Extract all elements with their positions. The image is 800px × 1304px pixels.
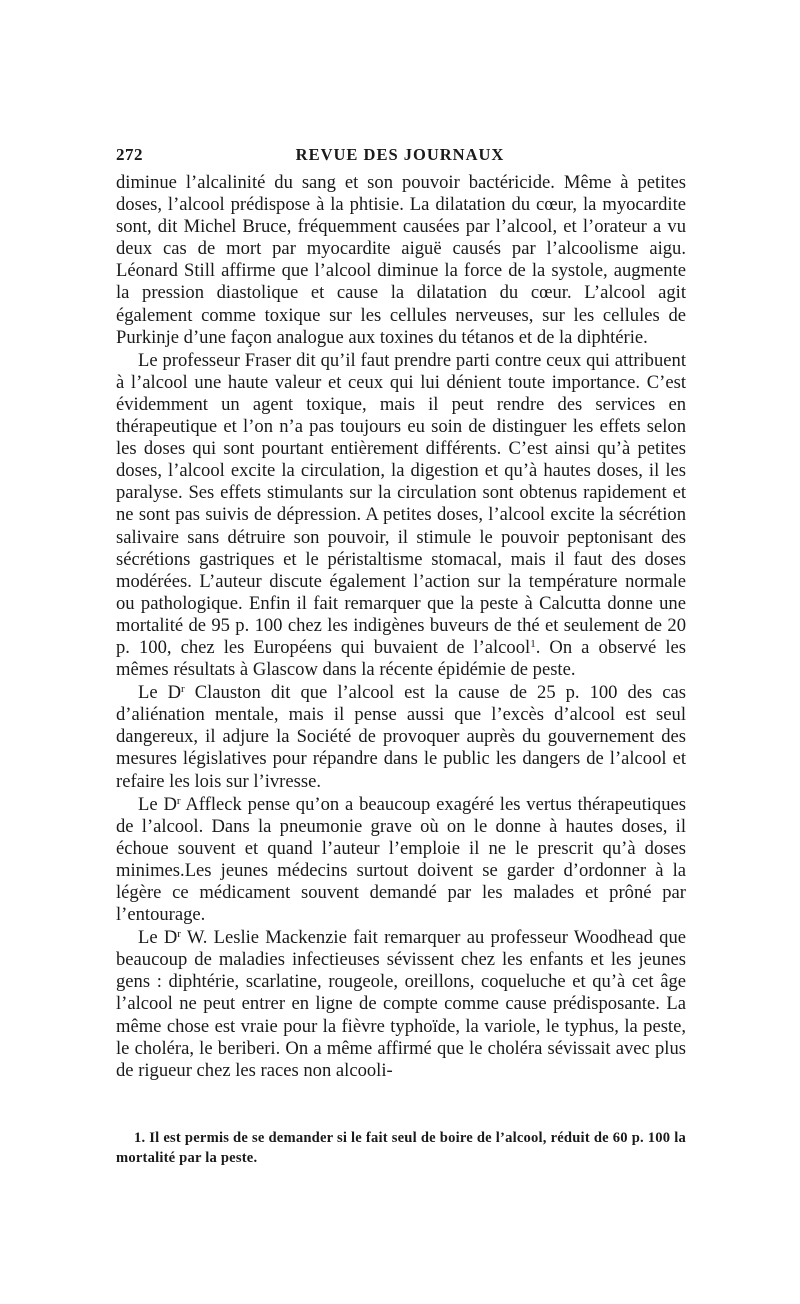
paragraph-text: Le professeur Fraser dit qu’il faut prendre parti contre ceux qui attribuent à l’alcool une haute valeur et ceux qui lui dénient toute importance. C’est évidemment un agent toxique, mais il peut rendre des services en thérapeutique et l’on n’a pas toujours eu soin de distinguer les effets selon les doses qui sont pourtant entièrement différents. C’est ainsi qu’à petites doses, l’alcool excite la circulation, la digestion et qu’à hautes doses, il les paralyse. Ses effets stimulants sur la circulation sont obtenus rapidement et ne sont pas suivis de dépression. A petites doses, l’alcool excite la sécrétion salivaire sans détruire son pouvoir, il stimule le pouvoir peptonisant des sécrétions gastriques et le péristaltisme stomacal, mais il faut des doses modérées. L’auteur discute également l’action sur la température normale ou pathologique. Enfin il fait remarquer que la peste à Calcutta donne une mortalité de 95 p. 100 chez les indigènes buveurs de thé et seulement de 20 p. 100, chez les Européens qui buvaient de l’alcool [116,349,686,658]
doctor-abbrev: Le D [138,682,182,704]
paragraph-text: . On a observé les mêmes résultats à Glascow dans la récente épidémie de peste. [116,636,687,681]
paragraph [116,172,686,349]
doctor-abbrev-sup: r [176,794,181,807]
paragraph [116,682,686,792]
running-head: REVUE DES JOURNAUX [295,145,505,164]
paragraph-text: diminue l’alcalinité du sang et son pouvoir bactéricide. Même à petites doses, l’alcool prédispose à la phtisie. La dilatation du cœur, la myocardite sont, dit Michel Bruce, fréquemment causées par l’alcool, et l’orateur a vu deux cas de mort par myocardite aiguë causés par l’alcoolisme aigu. Léonard Still affirme que l’alcool diminue la force de la systole, augmente la pression diastolique et cause la dilatation du cœur. L’alcool agit également comme toxique sur les cellules nerveuses, sur les cellules de Purkinje d’une façon analogue aux toxines du tétanos et de la diphtérie. [116,172,686,348]
doctor-abbrev-sup: r [177,928,181,941]
doctor-abbrev: Le D [138,927,178,949]
footnote-reference: 1 [530,637,536,650]
paragraph [116,794,686,927]
paragraph-text: W. Leslie Mackenzie fait remarquer au professeur Woodhead que beaucoup de maladies infectieuses sévissent chez les enfants et les jeunes gens : diphtérie, scarlatine, rougeole, oreillons, coqueluche et qu’à cet âge l’alcool ne peut entrer en ligne de compte comme cause prédisposante. La même chose est vraie pour la fièvre typhoïde, la variole, le typhus, la peste, le choléra, le beriberi. On a même affirmé que le choléra sévissait avec plus de rigueur chez les races non alcooli- [116,927,686,1081]
paragraph [116,350,686,681]
article-body [116,172,686,1083]
paragraph [116,927,686,1082]
footnote: 1. Il est permis de se demander si le fait seul de boire de l’alcool, réduit de 60 p. 100 la mortalité par la peste. [116,1130,686,1166]
page-header [116,145,684,169]
page-number: 272 [116,145,143,164]
paragraph-text: Clauston dit que l’alcool est la cause de 25 p. 100 des cas d’aliénation mentale, mais il pense aussi que l’excès d’alcool est seul dangereux, il adjure la Société de provoquer auprès du gouvernement des mesures législatives pour répandre dans le public les dangers de l’alcool et refaire les lois sur l’ivresse. [116,682,686,792]
paragraph-text: Affleck pense qu’on a beaucoup exagéré les vertus thérapeutiques de l’alcool. Dans la pneumonie grave où on le donne à hautes doses, il échoue souvent et quand l’auteur l’emploie il ne le prescrit qu’à doses minimes.Les jeunes médecins surtout doivent se garder d’ordonner à la légère ce médicament souvent demandé par les malades et prôné par l’entourage. [116,793,686,926]
doctor-abbrev-sup: r [181,683,185,696]
doctor-abbrev: Le D [138,793,177,815]
